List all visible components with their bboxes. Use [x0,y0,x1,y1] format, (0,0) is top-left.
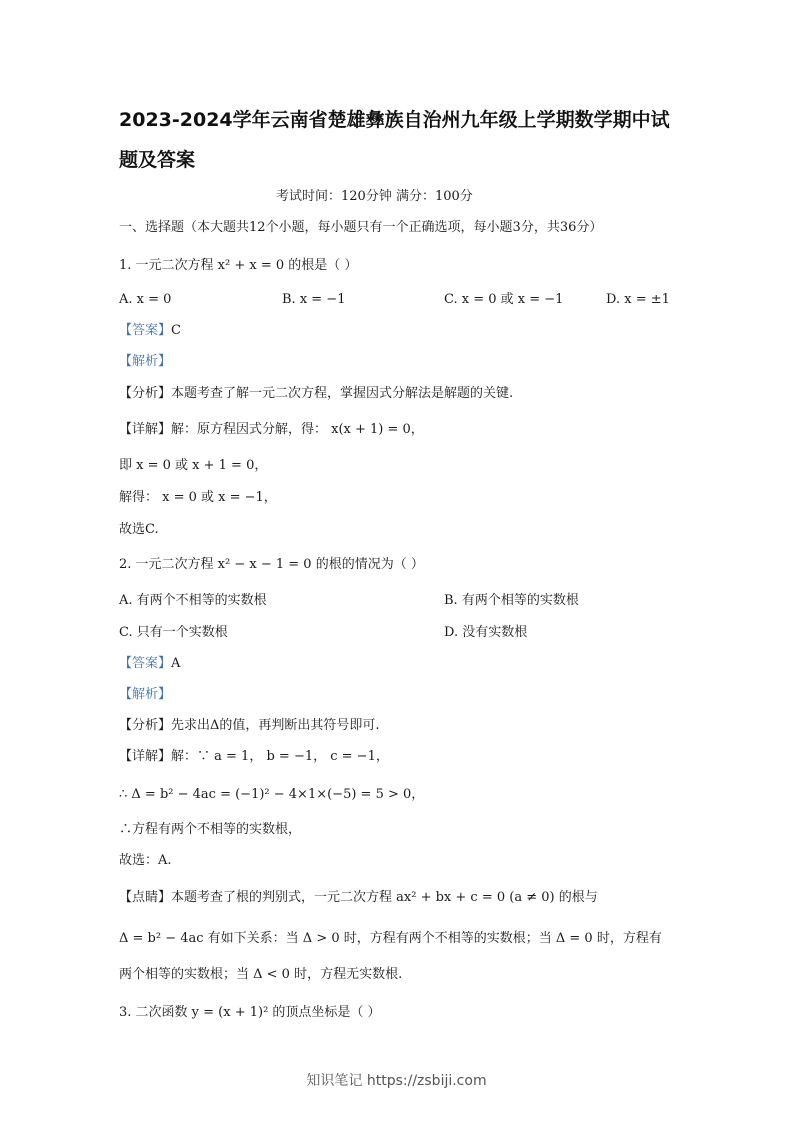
q2-answer-line [119,655,180,673]
q2-step-2: ∴方程有两个不相等的实数根， [119,822,302,837]
q1-option-b: B. x = −1 [282,292,346,307]
q2-dianjing-2: Δ = b² − 4ac 有如下关系：当 Δ > 0 时，方程有两个不相等的实数根；当 Δ = 0 时，方程有 [119,931,662,946]
q2-detail [119,748,389,766]
q1-step-2: 解得： x = 0 或 x = −1， [119,490,277,505]
q2-option-b: B. 有两个相等的实数根 [444,593,579,608]
section-heading: 一、选择题（本大题共12个小题，每小题只有一个正确选项，每小题3分，共36分） [119,220,603,235]
fenxi-tag: 【分析】 [119,718,172,733]
q2-step-1: ∴ Δ = b² − 4ac = (−1)² − 4×1×(−5) = 5 > 0， [119,787,425,802]
q2-option-c: C. 只有一个实数根 [119,625,228,640]
q1-answer: C [171,323,181,338]
q1-analysis-tag: 【解析】 [119,354,172,369]
q2-dianjing-1 [119,889,598,907]
detail-text: 解：∵ a = 1， b = −1， c = −1， [171,749,389,764]
detail-tag: 【详解】 [119,749,172,764]
q1-conclusion: 故选C. [119,522,159,537]
q1-step-1: 即 x = 0 或 x + 1 = 0， [119,458,268,473]
answer-tag: 【答案】 [119,323,172,338]
question-3-stem: 3. 二次函数 y = (x + 1)² 的顶点坐标是（ ） [119,1005,381,1020]
q1-option-c: C. x = 0 或 x = −1 [444,292,564,307]
dianjing-text-1: 本题考查了根的判别式，一元二次方程 ax² + bx + c = 0 (a ≠ 0) 的根与 [171,890,598,905]
dianjing-tag: 【点睛】 [119,890,172,905]
question-2-stem: 2. 一元二次方程 x² − x − 1 = 0 的根的情况为（ ） [119,557,424,572]
q1-answer-line [119,322,181,340]
q1-fenxi [119,385,513,403]
exam-info: 考试时间：120分钟 满分：100分 [276,189,473,204]
fenxi-tag: 【分析】 [119,386,172,401]
q2-answer: A [171,656,181,671]
q1-detail [119,421,424,439]
q1-option-d: D. x = ±1 [606,292,670,307]
q2-option-d: D. 没有实数根 [444,625,528,640]
detail-text: 解：原方程因式分解，得： x(x + 1) = 0， [171,422,424,437]
fenxi-text: 本题考查了解一元二次方程，掌握因式分解法是解题的关键. [171,386,514,401]
fenxi-text: 先求出Δ的值，再判断出其符号即可. [171,718,380,733]
q2-option-a: A. 有两个不相等的实数根 [119,593,267,608]
document-title: 2023-2024学年云南省楚雄彝族自治州九年级上学期数学期中试题及答案 [119,109,670,171]
q2-analysis-tag: 【解析】 [119,687,172,702]
q1-option-a: A. x = 0 [119,292,172,307]
q2-dianjing-3: 两个相等的实数根；当 Δ < 0 时，方程无实数根. [119,967,403,982]
q2-fenxi [119,717,380,735]
footer-watermark: 知识笔记 https://zsbiji.com [306,1073,487,1089]
question-1-stem: 1. 一元二次方程 x² + x = 0 的根是（ ） [119,258,358,273]
q2-conclusion: 故选：A. [119,853,172,868]
answer-tag: 【答案】 [119,656,172,671]
detail-tag: 【详解】 [119,422,172,437]
